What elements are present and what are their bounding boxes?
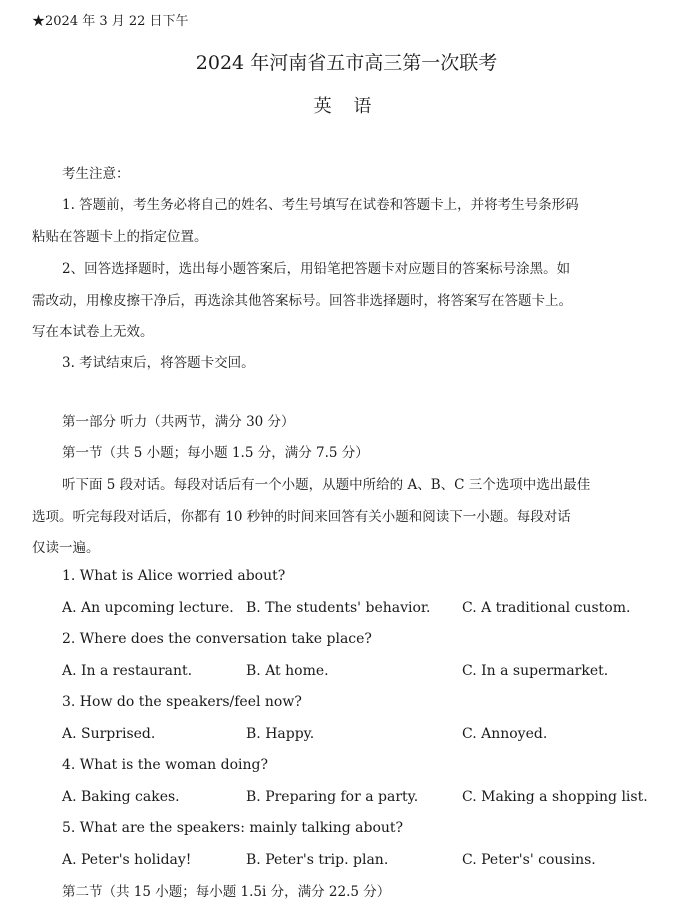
question-stem: 4. What is the woman doing? [62, 757, 268, 773]
question-stem: 1. What is Alice worried about? [62, 568, 286, 584]
subject-title: 英 语 [313, 96, 380, 117]
option-c: C. Peter's' cousins. [462, 852, 596, 868]
exam-title: 2024 年河南省五市高三第一次联考 [195, 52, 498, 74]
option-b: B. Peter's trip. plan. [246, 852, 389, 868]
option-a: A. An upcoming lecture. [62, 600, 234, 616]
question-stem: 3. How do the speakers/feel now? [62, 694, 302, 710]
notice-line: 2、回答选择题时，选出每小题答案后，用铅笔把答题卡对应题目的答案标号涂黑。如 [62, 261, 571, 277]
option-a: A. Surprised. [62, 726, 156, 742]
option-c: C. Annoyed. [462, 726, 548, 742]
section1-heading: 第一节（共 5 小题；每小题 1.5 分，满分 7.5 分） [62, 445, 369, 461]
instruction-line: 仅读一遍。 [32, 540, 100, 556]
option-c: C. Making a shopping list. [462, 789, 648, 805]
option-b: B. At home. [246, 663, 329, 679]
option-b: B. Happy. [246, 726, 315, 742]
notice-heading: 考生注意： [62, 166, 130, 182]
section2-heading: 第二节（共 15 小题；每小题 1.5i 分，满分 22.5 分） [62, 884, 391, 900]
option-b: B. The students' behavior. [246, 600, 431, 616]
part1-heading: 第一部分 听力（共两节，满分 30 分） [62, 414, 295, 430]
header-note: ★2024 年 3 月 22 日下午 [32, 14, 189, 29]
option-b: B. Preparing for a party. [246, 789, 419, 805]
option-c: C. A traditional custom. [462, 600, 631, 616]
notice-line: 粘贴在答题卡上的指定位置。 [32, 229, 208, 245]
option-a: A. Baking cakes. [62, 789, 180, 805]
instruction-line: 听下面 5 段对话。每段对话后有一个小题，从题中所给的 A、B、C 三个选项中选出最佳 [62, 477, 591, 493]
option-a: A. Peter's holiday! [62, 852, 192, 868]
notice-line: 1. 答题前，考生务必将自己的姓名、考生号填写在试卷和答题卡上，并将考生号条形码 [62, 197, 579, 213]
option-c: C. In a supermarket. [462, 663, 609, 679]
question-stem: 2. Where does the conversation take place? [62, 631, 372, 647]
notice-line: 3. 考试结束后，将答题卡交回。 [62, 355, 255, 371]
notice-line: 写在本试卷上无效。 [32, 324, 154, 340]
question-stem: 5. What are the speakers: mainly talking about? [62, 820, 404, 836]
instruction-line: 选项。听完每段对话后，你都有 10 秒钟的时间来回答有关小题和阅读下一小题。每段对话 [32, 509, 571, 525]
notice-line: 需改动，用橡皮擦干净后，再选涂其他答案标号。回答非选择题时，将答案写在答题卡上。 [32, 293, 572, 309]
option-a: A. In a restaurant. [62, 663, 193, 679]
